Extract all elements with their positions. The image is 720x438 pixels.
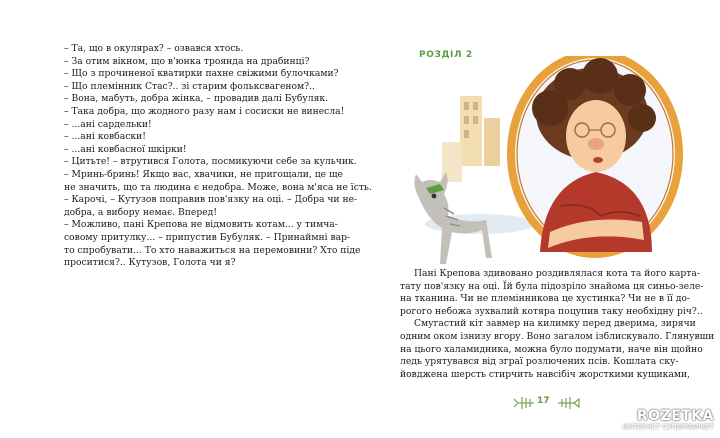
text-line: – Така добра, що жодного разу нам і сосиски не винесла! bbox=[64, 105, 345, 117]
text-line: добра, а вибору немає. Вперед! bbox=[64, 206, 218, 218]
text-line: – ...ані сардельки! bbox=[64, 118, 152, 130]
text-line: – ...ані ковбаски! bbox=[64, 131, 146, 143]
text-line: то спробувати... То хто наважиться на перемовини? Хто піде bbox=[64, 244, 361, 256]
store-watermark bbox=[623, 409, 714, 432]
text-line: не значить, що та людина є недобра. Може, вона м'яса не їсть. bbox=[64, 181, 372, 193]
watermark-tagline: ИНТЕРНЕТ СУПЕРМАРКЕТ bbox=[622, 423, 714, 431]
text-line: – ...ані ковбасної шкірки! bbox=[64, 143, 187, 155]
text-line: – Що племінник Стас?.. зі старим фольксвагеном?.. bbox=[64, 80, 315, 92]
text-line: – Вона, мабуть, добра жінка, – провадив далі Бубуляк. bbox=[64, 93, 329, 105]
text-line: рогого небожа зухвалий котяра поцупив таку необхідну річ?.. bbox=[400, 305, 703, 317]
chapter-label: РОЗДІЛ 2 bbox=[419, 50, 473, 60]
watermark-brand: ROZETKA bbox=[636, 408, 714, 424]
mirror-illustration bbox=[400, 56, 700, 276]
text-line: одним оком ізнизу вгору. Воно загалом ізблискувало. Глянувши bbox=[400, 330, 715, 342]
text-line: тату пов'язку на оці. Їй була підозріло знайома ця синьо-зеле- bbox=[400, 280, 704, 292]
text-line: Смугастий кіт завмер на килимку перед дверима, зирячи bbox=[414, 318, 696, 330]
text-line: на тканина. Чи не племінникова це хустинка? Чи не в її до- bbox=[400, 293, 691, 305]
text-line: – Цитьте! – втрутився Голота, посмикуючи себе за кульчик. bbox=[64, 156, 357, 168]
text-line: йовджена шерсть стирчить навсібіч жорсткими кущиками, bbox=[400, 368, 691, 380]
text-line: Пані Крепова здивовано роздивлялася кота та його карта- bbox=[414, 268, 700, 279]
right-page-text bbox=[400, 268, 715, 381]
text-line: на цього халамидника, можна було подумати, наче він щойно bbox=[400, 343, 703, 355]
text-line: – Мринь-бринь! Якщо вас, хвачики, не пригощали, це ще bbox=[64, 168, 343, 180]
left-page-text bbox=[64, 43, 372, 270]
page-number: 17 bbox=[537, 396, 550, 406]
text-line: совому притулку... – припустив Бубуляк. – Принаймні вар- bbox=[64, 231, 351, 243]
text-line: ледь урятувався від зграї розлючених псів. Кошлата ску- bbox=[400, 356, 679, 368]
text-line: – Карочі, – Кутузов поправив пов'язку на оці. – Добра чи не- bbox=[64, 194, 358, 206]
text-line: – Можливо, пані Крепова не відмовить котам... у тимча- bbox=[64, 219, 338, 231]
text-line: – Та, що в окулярах? – озвався хтось. bbox=[64, 43, 244, 54]
mirror bbox=[511, 56, 679, 254]
text-line: проситися?.. Кутузов, Голота чи я? bbox=[64, 257, 236, 269]
text-line: – За отим вікном, що в'юнка троянда на драбинці? bbox=[64, 55, 310, 67]
text-line: – Що з прочиненої кватирки пахне свіжими булочками? bbox=[64, 68, 339, 80]
